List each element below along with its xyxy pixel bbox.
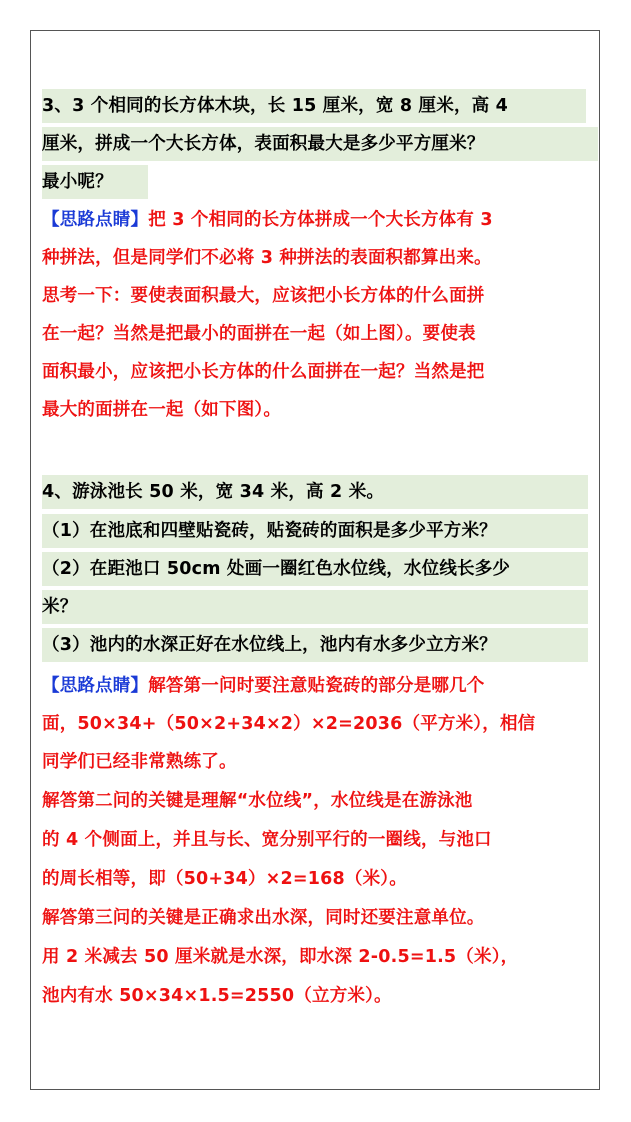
q4-hint-line-4: 解答第二问的关键是理解“水位线”，水位线是在游泳池 bbox=[42, 791, 473, 811]
q4-hint-line-6: 的周长相等，即（50+34）×2=168（米）。 bbox=[42, 869, 407, 889]
q4-line-3: （2）在距池口 50cm 处画一圈红色水位线，水位线长多少 bbox=[42, 552, 588, 586]
q3-hint-tag: 【思路点睛】 bbox=[42, 210, 149, 230]
q3-hint-line-3: 思考一下：要使表面积最大，应该把小长方体的什么面拼 bbox=[42, 286, 485, 306]
q4-line-4: 米？ bbox=[42, 590, 588, 624]
q4-hint-line-2: 面，50×34+（50×2+34×2）×2=2036（平方米），相信 bbox=[42, 714, 536, 734]
q4-hint-line-8: 用 2 米减去 50 厘米就是水深，即水深 2-0.5=1.5（米）， bbox=[42, 947, 519, 967]
q4-line-5: （3）池内的水深正好在水位线上，池内有水多少立方米？ bbox=[42, 628, 588, 662]
q4-hint-line-3: 同学们已经非常熟练了。 bbox=[42, 752, 237, 772]
q4-hint-first: 解答第一问时要注意贴瓷砖的部分是哪几个 bbox=[148, 676, 485, 696]
q3-hint-line-1 bbox=[42, 203, 493, 237]
q4-hint-line-9: 池内有水 50×34×1.5=2550（立方米）。 bbox=[42, 986, 392, 1006]
q3-hint-line-5: 面积最小，应该把小长方体的什么面拼在一起？当然是把 bbox=[42, 362, 485, 382]
q4-line-2: （1）在池底和四壁贴瓷砖，贴瓷砖的面积是多少平方米？ bbox=[42, 514, 588, 548]
q3-hint-line-4: 在一起？当然是把最小的面拼在一起（如上图）。要使表 bbox=[42, 324, 476, 344]
q3-hint-line-2: 种拼法，但是同学们不必将 3 种拼法的表面积都算出来。 bbox=[42, 248, 492, 268]
q3-hint-first: 把 3 个相同的长方体拼成一个大长方体有 3 bbox=[148, 210, 493, 230]
q3-line-2: 厘米，拼成一个大长方体，表面积最大是多少平方厘米？ bbox=[42, 127, 598, 161]
q4-hint-line-5: 的 4 个侧面上，并且与长、宽分别平行的一圈线，与池口 bbox=[42, 830, 492, 850]
q3-hint-line-6: 最大的面拼在一起（如下图）。 bbox=[42, 400, 282, 420]
q4-hint-line-1 bbox=[42, 669, 485, 703]
q4-line-1: 4、游泳池长 50 米，宽 34 米，高 2 米。 bbox=[42, 475, 588, 509]
q4-hint-tag: 【思路点睛】 bbox=[42, 676, 149, 696]
q3-line-1: 3、3 个相同的长方体木块，长 15 厘米，宽 8 厘米，高 4 bbox=[42, 89, 586, 123]
q4-hint-line-7: 解答第三问的关键是正确求出水深，同时还要注意单位。 bbox=[42, 908, 485, 928]
q3-line-3: 最小呢？ bbox=[42, 165, 148, 199]
